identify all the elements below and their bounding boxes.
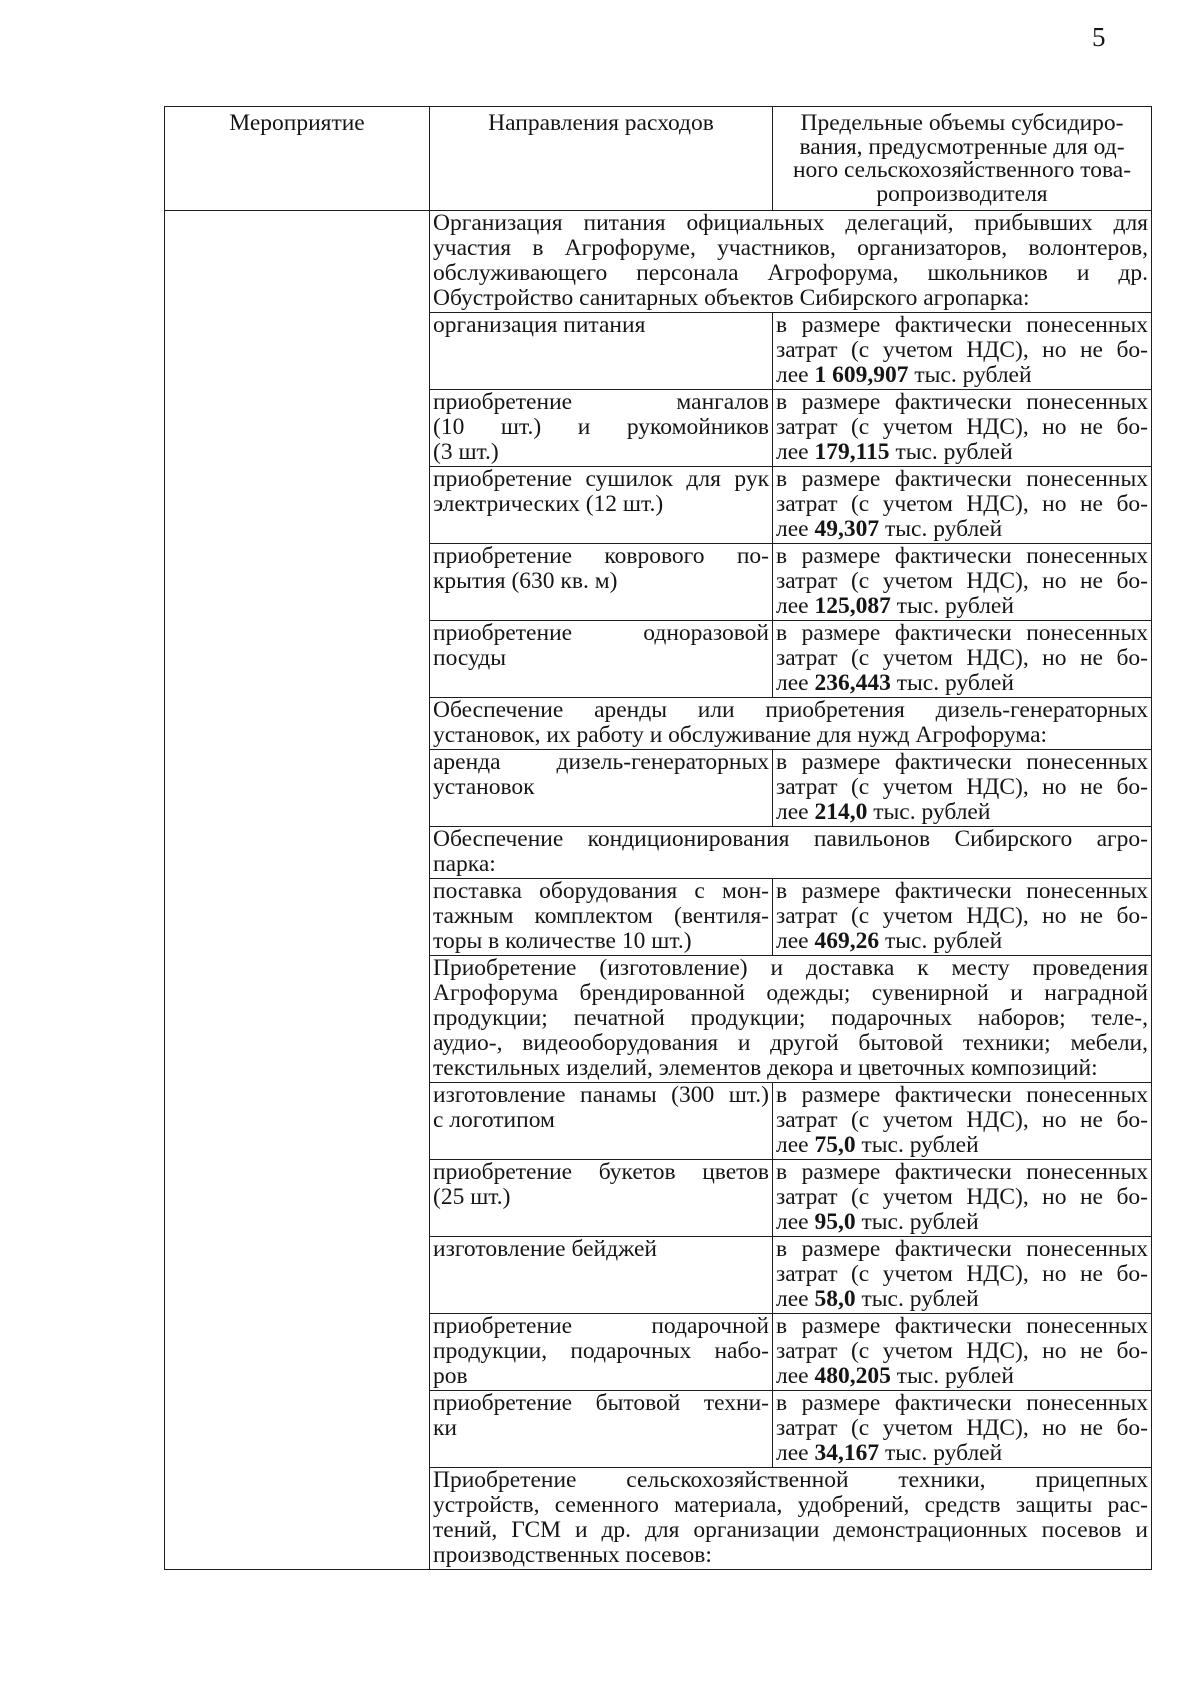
group-heading-cell: [430, 827, 1152, 879]
limit-suffix: тыс. рублей: [884, 516, 1003, 542]
limit-line: в размере фактически понесенных: [776, 543, 1148, 569]
limit-prefix: лее: [776, 799, 809, 825]
limit-line: в размере фактически понесенных: [776, 620, 1148, 646]
limit-line: в размере фактически понесенных: [776, 389, 1148, 415]
group-heading-cell: [430, 956, 1152, 1083]
limit-prefix: лее: [776, 1363, 809, 1389]
limit-amount: 236,443: [814, 670, 891, 696]
limit-line: затрат (с учетом НДС), но не бо-: [776, 1261, 1148, 1287]
page-number: 5: [1092, 22, 1106, 52]
group-heading-cell: [430, 698, 1152, 750]
limit-amount: 58,0: [814, 1286, 856, 1312]
limit-prefix: лее: [776, 928, 809, 954]
limit-amount: 480,205: [814, 1363, 891, 1389]
limit-line: затрат (с учетом НДС), но не бо-: [776, 774, 1148, 800]
limit-suffix: тыс. рублей: [884, 928, 1003, 954]
limit-amount-line: [776, 929, 1148, 954]
direction-line: электрических (12 шт.): [433, 491, 664, 517]
limit-cell: [773, 879, 1152, 956]
direction-line: приобретение мангалов: [433, 389, 769, 415]
limit-cell: [773, 467, 1152, 544]
limit-amount-line: [776, 1133, 1148, 1158]
group-heading-line: установок, их работу и обслуживание для нужд Агрофорума:: [433, 722, 1048, 748]
table-header: [165, 107, 1152, 211]
limit-line: в размере фактически понесенных: [776, 466, 1148, 492]
limit-prefix: лее: [776, 593, 809, 619]
limit-prefix: лее: [776, 1132, 809, 1158]
event-cell: [165, 211, 430, 1570]
group-heading-line: тений, ГСМ и др. для организации демонстрационных посевов и: [433, 1517, 1148, 1543]
limit-amount: 469,26: [814, 928, 880, 954]
group-heading-line: участия в Агрофоруме, участников, организаторов, волонтеров,: [433, 235, 1148, 261]
direction-cell: [430, 1237, 773, 1314]
direction-cell: [430, 467, 773, 544]
direction-cell: [430, 1160, 773, 1237]
direction-line: приобретение сушилок для рук: [433, 466, 769, 492]
direction-line: (3 шт.): [433, 439, 499, 465]
limit-line: в размере фактически понесенных: [776, 1313, 1148, 1339]
limit-cell: [773, 1083, 1152, 1160]
direction-line: приобретение подарочной: [433, 1313, 769, 1339]
limit-line: затрат (с учетом НДС), но не бо-: [776, 1107, 1148, 1133]
group-row: [165, 211, 1152, 313]
direction-line: приобретение коврового по-: [433, 543, 769, 569]
limit-amount-line: [776, 594, 1148, 619]
limit-amount-line: [776, 517, 1148, 542]
limit-line: затрат (с учетом НДС), но не бо-: [776, 568, 1148, 594]
direction-line: ки: [433, 1415, 457, 1441]
group-heading-line: Приобретение сельскохозяйственной техники, прицепных: [433, 1467, 1148, 1493]
limit-cell: [773, 621, 1152, 698]
group-heading-line: парка:: [433, 851, 496, 877]
direction-line: приобретение бытовой техни-: [433, 1390, 769, 1416]
limit-cell: [773, 1314, 1152, 1391]
limit-prefix: лее: [776, 670, 809, 696]
limit-amount-line: [776, 800, 1148, 825]
limit-line: затрат (с учетом НДС), но не бо-: [776, 414, 1148, 440]
limit-prefix: лее: [776, 362, 809, 388]
limit-amount-line: [776, 440, 1148, 465]
direction-cell: [430, 750, 773, 827]
limit-suffix: тыс. рублей: [861, 1132, 979, 1158]
direction-line: установок: [433, 774, 535, 800]
limit-line: в размере фактически понесенных: [776, 878, 1148, 904]
direction-cell: [430, 1314, 773, 1391]
limit-line: затрат (с учетом НДС), но не бо-: [776, 903, 1148, 929]
limit-line: в размере фактически понесенных: [776, 1390, 1148, 1416]
direction-cell: [430, 1083, 773, 1160]
direction-cell: [430, 544, 773, 621]
direction-line: аренда дизель-генераторных: [433, 749, 769, 775]
group-heading-line: аудио-, видеооборудования и другой бытовой техники; мебели,: [433, 1030, 1148, 1056]
header-row: [165, 107, 1152, 211]
limit-suffix: тыс. рублей: [861, 1286, 979, 1312]
group-heading-line: Организация питания официальных делегаций, прибывших для: [433, 210, 1148, 236]
limit-cell: [773, 390, 1152, 467]
header-limits-line: ропроизводителя: [876, 180, 1048, 207]
direction-line: организация питания: [433, 312, 646, 338]
header-directions-label: Направления расходов: [488, 110, 714, 136]
direction-line: торы в количестве 10 шт.): [433, 928, 692, 954]
limit-prefix: лее: [776, 1209, 809, 1235]
limit-amount-line: [776, 1287, 1148, 1312]
limit-cell: [773, 544, 1152, 621]
direction-line: посуды: [433, 645, 507, 671]
limit-line: затрат (с учетом НДС), но не бо-: [776, 1184, 1148, 1210]
limit-amount: 34,167: [814, 1440, 880, 1466]
limit-suffix: тыс. рублей: [861, 1209, 979, 1235]
direction-cell: [430, 1391, 773, 1468]
limit-amount: 214,0: [814, 799, 868, 825]
direction-line: (10 шт.) и рукомойников: [433, 414, 769, 440]
limit-amount: 1 609,907: [814, 362, 909, 388]
limit-amount: 75,0: [814, 1132, 856, 1158]
limit-suffix: тыс. рублей: [884, 1440, 1003, 1466]
subsidy-limits-table: [164, 106, 1152, 1570]
limit-cell: [773, 750, 1152, 827]
limit-amount-line: [776, 1210, 1148, 1235]
limit-prefix: лее: [776, 516, 809, 542]
direction-line: изготовление панамы (300 шт.): [433, 1082, 769, 1108]
direction-line: тажным комплектом (вентиля-: [433, 903, 769, 929]
direction-line: изготовление бейджей: [433, 1236, 658, 1262]
group-heading-line: производственных посевов:: [433, 1542, 712, 1568]
limit-line: в размере фактически понесенных: [776, 749, 1148, 775]
group-heading-line: устройств, семенного материала, удобрений, средств защиты рас-: [433, 1492, 1148, 1518]
limit-suffix: тыс. рублей: [896, 1363, 1014, 1389]
limit-amount: 95,0: [814, 1209, 856, 1235]
limit-suffix: тыс. рублей: [914, 362, 1032, 388]
direction-cell: [430, 313, 773, 390]
limit-amount-line: [776, 671, 1148, 696]
table-body: [165, 211, 1152, 1570]
group-heading-cell: [430, 1468, 1152, 1570]
limit-cell: [773, 1237, 1152, 1314]
limit-prefix: лее: [776, 1440, 809, 1466]
direction-cell: [430, 390, 773, 467]
header-limits-line: вания, предусмотренные для од-: [799, 133, 1125, 160]
limit-cell: [773, 313, 1152, 390]
limit-suffix: тыс. рублей: [873, 799, 991, 825]
limit-suffix: тыс. рублей: [896, 593, 1014, 619]
header-limits-line: Предельные объемы субсидиро-: [800, 110, 1124, 136]
limit-line: в размере фактически понесенных: [776, 1159, 1148, 1185]
limit-line: затрат (с учетом НДС), но не бо-: [776, 491, 1148, 517]
limit-amount-line: [776, 1364, 1148, 1389]
direction-line: продукции, подарочных набо-: [433, 1338, 769, 1364]
limit-line: в размере фактически понесенных: [776, 1236, 1148, 1262]
group-heading-cell: [430, 211, 1152, 313]
group-heading-line: обслуживающего персонала Агрофорума, школьников и др.: [433, 260, 1148, 286]
header-limits-cell: [773, 107, 1152, 211]
direction-cell: [430, 621, 773, 698]
direction-line: приобретение букетов цветов: [433, 1159, 769, 1185]
direction-line: крытия (630 кв. м): [433, 568, 618, 594]
direction-line: (25 шт.): [433, 1184, 511, 1210]
direction-line: поставка оборудования с мон-: [433, 878, 769, 904]
direction-cell: [430, 879, 773, 956]
limit-amount: 49,307: [814, 516, 880, 542]
limit-amount-line: [776, 363, 1148, 388]
group-heading-line: продукции; печатной продукции; подарочных наборов; теле-,: [433, 1005, 1148, 1031]
header-directions-cell: [430, 107, 773, 211]
direction-line: приобретение одноразовой: [433, 620, 769, 646]
direction-line: ров: [433, 1363, 468, 1389]
group-heading-line: Обеспечение кондиционирования павильонов Сибирского агро-: [433, 826, 1148, 852]
limit-line: затрат (с учетом НДС), но не бо-: [776, 1338, 1148, 1364]
group-heading-line: Приобретение (изготовление) и доставка к месту проведения: [433, 955, 1148, 981]
limit-amount: 125,087: [814, 593, 891, 619]
limit-line: затрат (с учетом НДС), но не бо-: [776, 645, 1148, 671]
limit-line: затрат (с учетом НДС), но не бо-: [776, 337, 1148, 363]
group-heading-line: Обеспечение аренды или приобретения дизель-генераторных: [433, 697, 1148, 723]
group-heading-line: текстильных изделий, элементов декора и цветочных композиций:: [433, 1055, 1098, 1081]
limit-line: в размере фактически понесенных: [776, 1082, 1148, 1108]
limit-prefix: лее: [776, 1286, 809, 1312]
limit-suffix: тыс. рублей: [896, 670, 1014, 696]
limit-line: в размере фактически понесенных: [776, 312, 1148, 338]
limit-prefix: лее: [776, 439, 809, 465]
group-heading-line: Обустройство санитарных объектов Сибирского агропарка:: [433, 285, 1030, 311]
header-event-cell: [165, 107, 430, 211]
limit-line: затрат (с учетом НДС), но не бо-: [776, 1415, 1148, 1441]
header-limits-line: ного сельскохозяйственного това-: [792, 157, 1132, 183]
group-heading-line: Агрофорума брендированной одежды; сувенирной и наградной: [433, 980, 1148, 1006]
limit-suffix: тыс. рублей: [895, 439, 1013, 465]
limit-cell: [773, 1160, 1152, 1237]
header-event-label: Мероприятие: [229, 110, 365, 136]
direction-line: с логотипом: [433, 1107, 555, 1133]
limit-cell: [773, 1391, 1152, 1468]
limit-amount: 179,115: [814, 439, 890, 465]
limit-amount-line: [776, 1441, 1148, 1466]
